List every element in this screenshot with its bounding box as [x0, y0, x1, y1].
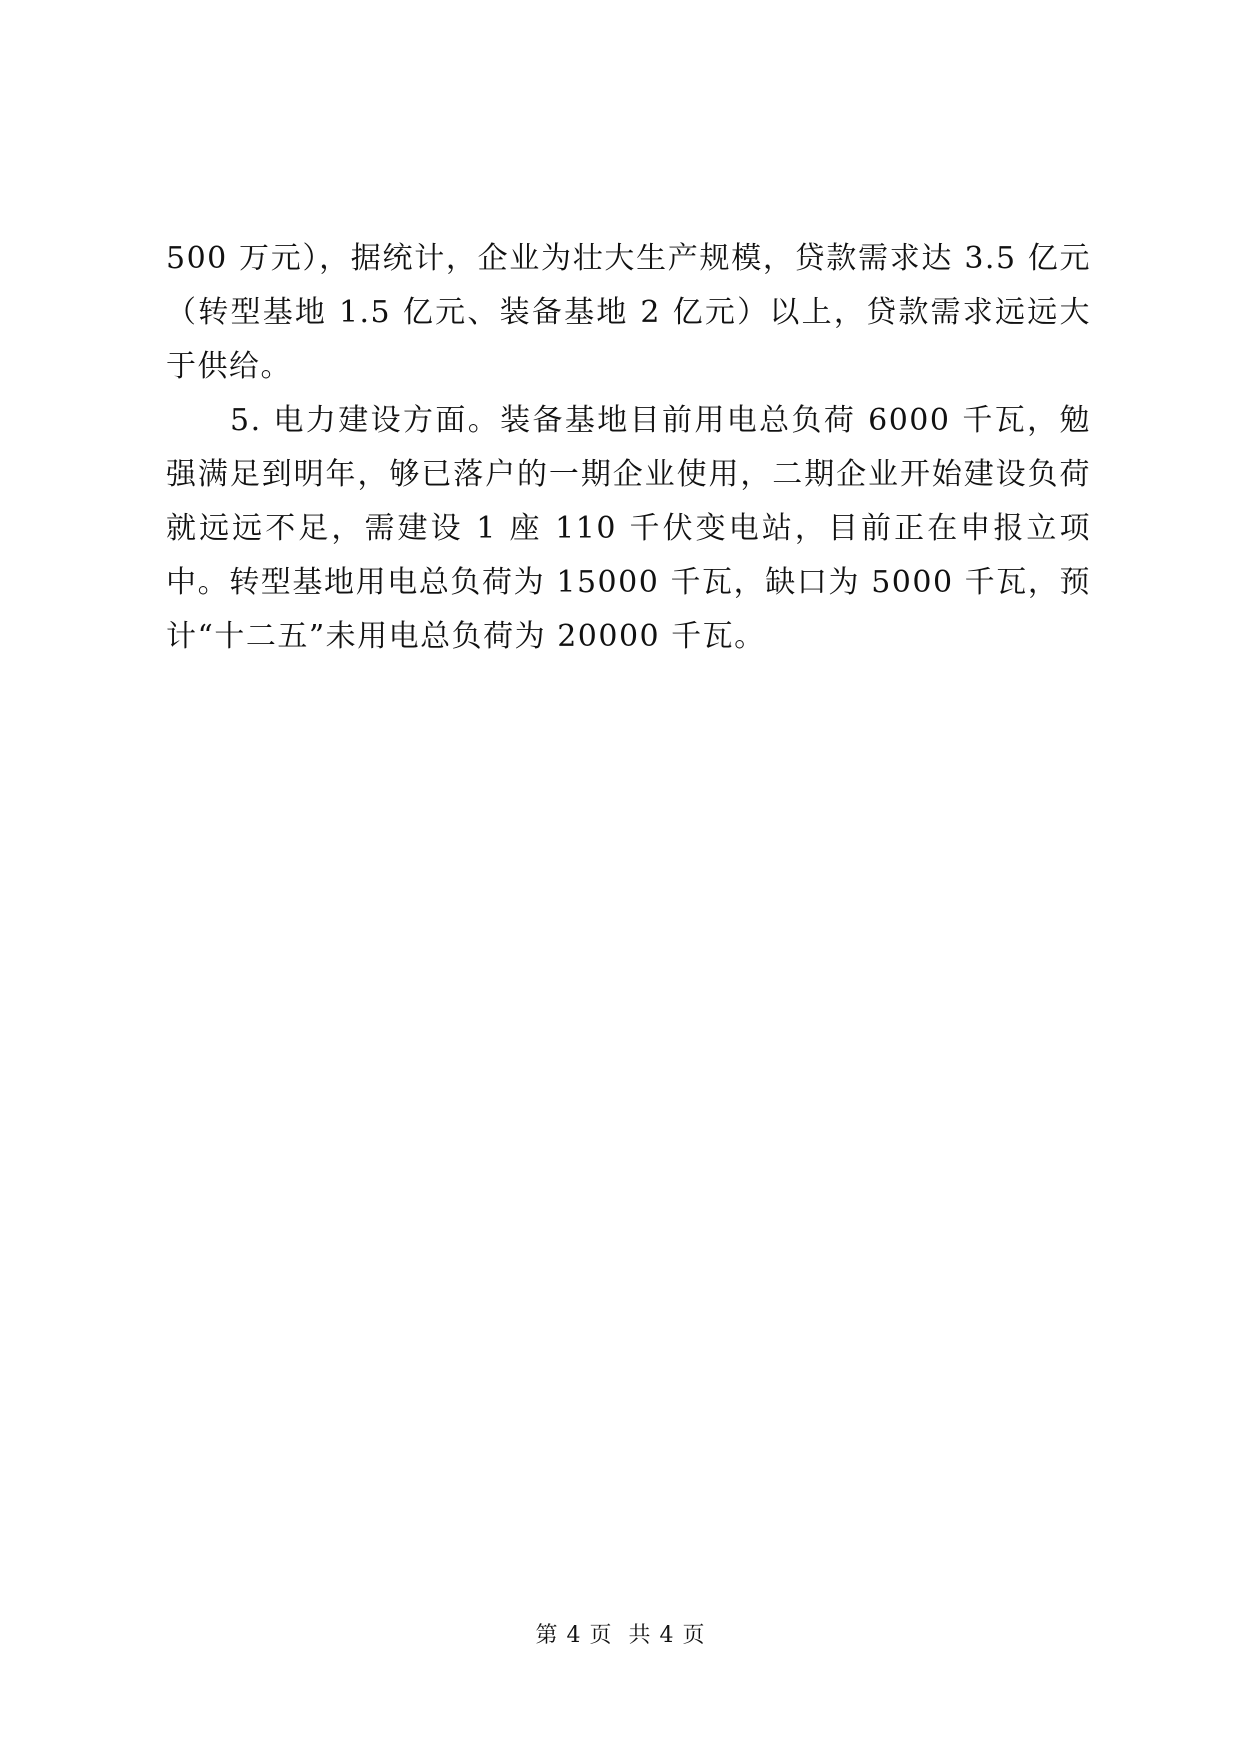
paragraph-power-construction: 5. 电力建设方面。装备基地目前用电总负荷 6000 千瓦，勉强满足到明年，够已落户的一期企业使用，二期企业开始建设负荷就远远不足，需建设 1 座 110 千伏变电站，目前正在申报立项中。转型基地用电总负荷为 15000 千瓦，缺口为 5000 千瓦，预计“十二五”未用电总负荷为 20000 千瓦。: [166, 403, 1091, 654]
paragraph-loan-demand: 500 万元），据统计，企业为壮大生产规模，贷款需求达 3.5 亿元（转型基地 1.5 亿元、装备基地 2 亿元）以上，贷款需求远远大于供给。: [166, 241, 1091, 384]
page-number-current: 第 4 页: [535, 1623, 613, 1648]
page-number-total: 共 4 页: [628, 1623, 706, 1648]
document-body: [166, 232, 1091, 664]
page-footer: [0, 1621, 1241, 1651]
